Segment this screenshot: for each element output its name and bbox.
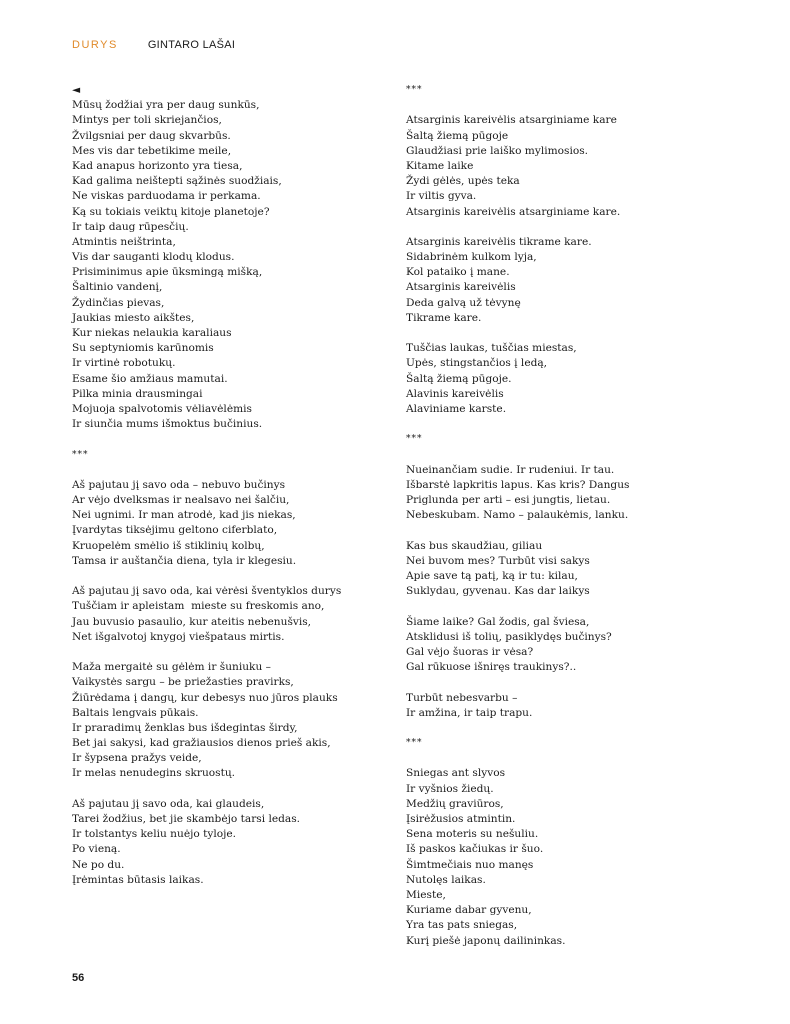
- poem-line: Alavinis kareivėlis: [406, 387, 504, 400]
- poem-stanza: [72, 797, 402, 888]
- poem-line: Ne viskas parduodama ir perkama.: [72, 190, 261, 203]
- poem-line: Įsirėžusios atmintin.: [406, 813, 516, 825]
- poem-stanza: [406, 615, 736, 676]
- poem-line: Turbūt nebesvarbu –: [406, 691, 518, 704]
- poem-line: Alaviniame karste.: [406, 402, 507, 415]
- poem-line: Ir amžina, ir taip trapu.: [406, 706, 533, 719]
- poem-line: Kruopelėm smėlio iš stiklinių kolbų,: [72, 539, 265, 552]
- section-separator: [406, 83, 736, 98]
- poem-stanza: [406, 691, 736, 721]
- poem-line: Deda galvą už tėvynę: [406, 296, 521, 309]
- poem-line: Įrėmintas būtasis laikas.: [72, 873, 204, 886]
- poem-line: Pilka minia drausmingai: [72, 387, 203, 400]
- section-separator: [406, 736, 736, 751]
- poem-line: Ir siunčia mums išmoktus bučinius.: [72, 418, 263, 431]
- poem-line: Atsarginis kareivėlis atsarginiame kare: [406, 114, 617, 127]
- poem-line: Ir virtinė robotukų.: [72, 357, 176, 370]
- page-number: 56: [72, 972, 85, 984]
- poem-line: Žydi gėlės, upės teka: [406, 175, 520, 188]
- poem-line: Nutolęs laikas.: [406, 873, 486, 886]
- poem-line: Ar vėjo dvelksmas ir nealsavo nei šalčiu,: [72, 494, 290, 507]
- poem-line: Vis dar sauganti klodų klodus.: [72, 251, 235, 264]
- poem-line: Išbarstė lapkritis lapus. Kas kris? Dangus: [406, 478, 630, 491]
- poem-line: Atsklidusi iš tolių, pasiklydęs bučinys?: [406, 630, 612, 643]
- running-header: [72, 39, 235, 51]
- poem-line: Ką su tokiais veiktų kitoje planetoje?: [72, 205, 270, 218]
- poem-column-left: [72, 83, 402, 903]
- poem-line: Jaukias miesto aikštes,: [72, 311, 195, 324]
- poem-line: Vaikystės sargu – be priežasties pravirks,: [72, 676, 294, 689]
- poem-line: ◄: [72, 84, 81, 96]
- poem-line: Maža mergaitė su gėlėm ir šuniuku –: [72, 661, 271, 674]
- poem-line: Prisiminimus apie ūksmingą mišką,: [72, 266, 263, 279]
- poem-line: Nebeskubam. Namo – palaukėmis, lanku.: [406, 509, 629, 522]
- poem-line: Gal vėjo šuoras ir vėsa?: [406, 645, 534, 658]
- poem-line: Tuščias laukas, tuščias miestas,: [406, 342, 577, 355]
- poem-line: Įvardytas tiksėjimu geltono ciferblato,: [72, 524, 278, 537]
- poem-line: Atsarginis kareivėlis: [406, 281, 516, 294]
- section-separator: [406, 432, 736, 447]
- separator-stars: ***: [72, 449, 89, 460]
- poem-line: Kad anapus horizonto yra tiesa,: [72, 159, 243, 172]
- poem-stanza: [406, 235, 736, 326]
- poem-stanza: [406, 113, 736, 219]
- poem-line: Kas bus skaudžiau, giliau: [406, 539, 543, 552]
- separator-stars: ***: [406, 434, 423, 445]
- poem-line: Ir šypsena pražys veide,: [72, 752, 202, 765]
- poem-line: Gal rūkuose išniręs traukinys?..: [406, 661, 577, 674]
- poem-line: Kurį piešė japonų dailininkas.: [406, 934, 566, 947]
- poem-line: Ir taip daug rūpesčių.: [72, 220, 189, 233]
- poem-line: Šaltinio vandenį,: [72, 281, 163, 294]
- poem-line: Kuriame dabar gyvenu,: [406, 904, 532, 917]
- poem-line: Sniegas ant slyvos: [406, 767, 506, 780]
- poem-stanza: [406, 766, 736, 948]
- poem-line: Net išgalvotoj knygoj viešpataus mirtis.: [72, 630, 285, 643]
- poem-line: Šiame laike? Gal žodis, gal šviesa,: [406, 615, 590, 628]
- poem-line: Tuščiam ir apleistam mieste su freskomis ano,: [72, 600, 325, 613]
- poem-line: Tikrame kare.: [406, 311, 482, 324]
- poem-line: Bet jai sakysi, kad gražiausios dienos prieš akis,: [72, 737, 331, 750]
- poem-line: Atmintis neištrinta,: [72, 235, 176, 248]
- poem-line: Tamsa ir auštančia diena, tyla ir klegesiu.: [72, 554, 297, 567]
- poem-line: Suklydau, gyvenau. Kas dar laikys: [406, 585, 590, 598]
- poem-line: Sena moteris su nešuliu.: [406, 828, 539, 841]
- poem-line: Ir tolstantys keliu nuėjo tyloje.: [72, 828, 237, 841]
- poem-line: Mūsų žodžiai yra per daug sunkūs,: [72, 99, 260, 112]
- poem-stanza: [406, 539, 736, 600]
- separator-stars: ***: [406, 738, 423, 749]
- poem-line: Atsarginis kareivėlis atsarginiame kare.: [406, 205, 621, 218]
- poem-line: Mieste,: [406, 888, 446, 901]
- poem-column-right: [406, 83, 736, 964]
- poem-line: Iš paskos kačiukas ir šuo.: [406, 843, 544, 856]
- poem-stanza: [406, 463, 736, 524]
- poem-line: Medžių graviūros,: [406, 797, 504, 810]
- poem-line: Jau buvusio pasaulio, kur ateitis nebenušvis,: [72, 615, 312, 628]
- poem-line: Yra tas pats sniegas,: [406, 919, 518, 932]
- poem-line: Tarei žodžius, bet jie skambėjo tarsi ledas.: [72, 813, 301, 825]
- poem-line: Baltais lengvais pūkais.: [72, 706, 199, 719]
- poem-line: Atsarginis kareivėlis tikrame kare.: [406, 235, 592, 248]
- poem-line: Aš pajutau jį savo oda, kai vėrėsi šventyklos durys: [72, 585, 342, 598]
- poem-line: Ir melas nenudegins skruostų.: [72, 767, 236, 780]
- section-title: GINTARO LAŠAI: [147, 39, 236, 51]
- poem-line: Aš pajutau jį savo oda, kai glaudeis,: [72, 797, 265, 810]
- poem-line: Aš pajutau jį savo oda – nebuvo bučinys: [72, 478, 286, 491]
- poem-line: Ir vyšnios žiedų.: [406, 782, 494, 795]
- poem-line: Nei buvom mes? Turbūt visi sakys: [406, 554, 590, 567]
- poem-line: Nei ugnimi. Ir man atrodė, kad jis niekas,: [72, 509, 296, 522]
- poem-line: Mintys per toli skriejančios,: [72, 114, 222, 127]
- poem-line: Apie save tą patį, ką ir tu: kilau,: [406, 570, 578, 582]
- poem-line: Mes vis dar tebetikime meile,: [72, 144, 232, 157]
- poem-line: Nueinančiam sudie. Ir rudeniui. Ir tau.: [406, 463, 615, 476]
- poem-stanza: [72, 478, 402, 569]
- poem-stanza: [72, 83, 402, 432]
- poem-line: Glaudžiasi prie laiško mylimosios.: [406, 144, 589, 157]
- journal-name: DURYS: [72, 39, 118, 51]
- poem-line: Žiūrėdama į dangų, kur debesys nuo jūros plauks: [72, 691, 338, 704]
- poem-line: Kur niekas nelaukia karaliaus: [72, 327, 232, 339]
- poem-line: Žvilgsniai per daug skvarbūs.: [72, 129, 231, 142]
- separator-stars: ***: [406, 85, 423, 95]
- poem-line: Esame šio amžiaus mamutai.: [72, 372, 228, 385]
- poem-line: Po vieną.: [72, 843, 121, 856]
- poem-line: Kitame laike: [406, 159, 474, 172]
- poem-line: Ir praradimų ženklas bus išdegintas širdy,: [72, 721, 298, 734]
- poem-line: Šimtmečiais nuo manęs: [406, 858, 534, 871]
- poem-line: Šaltą žiemą pūgoje: [406, 129, 509, 142]
- poem-stanza: [72, 584, 402, 645]
- poem-line: Žydinčias pievas,: [72, 296, 165, 309]
- poem-line: Šaltą žiemą pūgoje.: [406, 372, 512, 385]
- poem-line: Ne po du.: [72, 858, 125, 871]
- poem-line: Su septyniomis karūnomis: [72, 342, 214, 355]
- poem-line: Kad galima neištepti sąžinės suodžiais,: [72, 175, 282, 188]
- poem-line: Kol pataiko į mane.: [406, 266, 510, 279]
- section-separator: [72, 448, 402, 463]
- poem-line: Upės, stingstančios į ledą,: [406, 357, 548, 370]
- poem-line: Sidabrinėm kulkom lyja,: [406, 251, 537, 264]
- poem-line: Priglunda per arti – esi jungtis, lietau.: [406, 494, 611, 507]
- poem-line: Ir viltis gyva.: [406, 190, 477, 203]
- poem-stanza: [72, 660, 402, 782]
- poem-line: Mojuoja spalvotomis vėliavėlėmis: [72, 402, 252, 415]
- poem-stanza: [406, 341, 736, 417]
